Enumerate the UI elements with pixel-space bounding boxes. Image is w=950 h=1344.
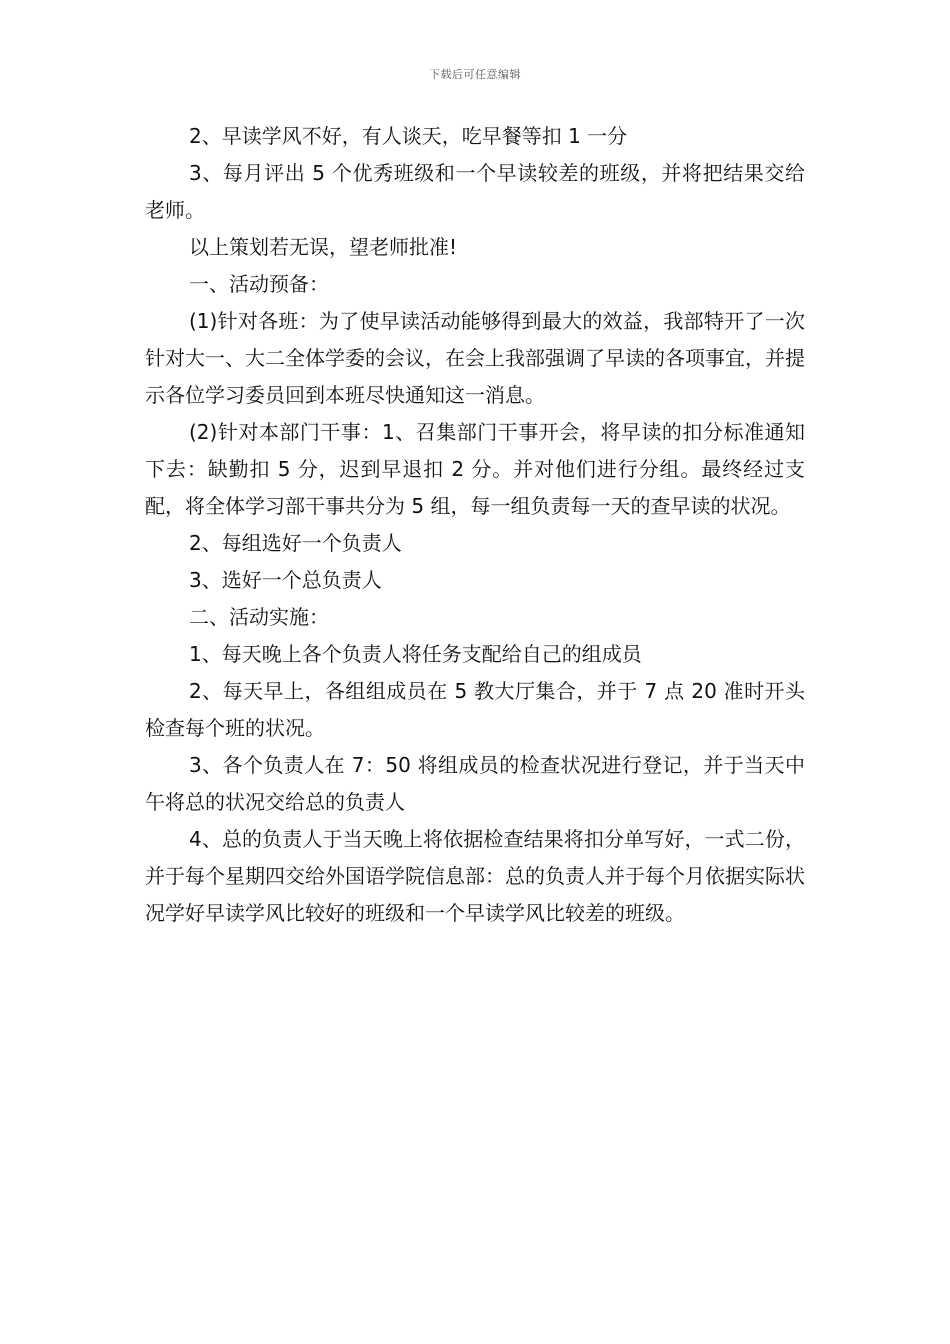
paragraph: (1)针对各班：为了使早读活动能够得到最大的效益，我部特开了一次针对大一、大二全体学委的会议，在会上我部强调了早读的各项事宜，并提示各位学习委员回到本班尽快通知这一消息。: [145, 309, 805, 407]
section-heading: 一、活动预备：: [189, 272, 329, 296]
paragraph: (2)针对本部门干事：1、召集部门干事开会，将早读的扣分标准通知下去：缺勤扣 5 分，迟到早退扣 2 分。并对他们进行分组。最终经过支配，将全体学习部干事共分为 5 组，每一组负责每一天的查早读的状况。: [145, 420, 805, 518]
paragraph: 2、每天早上，各组组成员在 5 教大厅集合，并于 7 点 20 准时开头检查每个班的状况。: [145, 679, 805, 740]
document-body: [145, 118, 805, 932]
paragraph: 3、选好一个总负责人: [189, 568, 382, 592]
paragraph: 以上策划若无误，望老师批准!: [189, 235, 458, 259]
section-heading: 二、活动实施：: [189, 605, 329, 629]
paragraph: 1、每天晚上各个负责人将任务支配给自己的组成员: [189, 642, 642, 666]
paragraph: 2、早读学风不好，有人谈天，吃早餐等扣 1 一分: [189, 124, 628, 148]
paragraph: 4、总的负责人于当天晚上将依据检查结果将扣分单写好，一式二份，并于每个星期四交给外国语学院信息部：总的负责人并于每个月依据实际状况学好早读学风比较好的班级和一个早读学风比较差的班级。: [145, 827, 805, 925]
paragraph: 2、每组选好一个负责人: [189, 531, 402, 555]
paragraph: 3、各个负责人在 7：50 将组成员的检查状况进行登记，并于当天中午将总的状况交给总的负责人: [145, 753, 805, 814]
page-header-note: 下载后可任意编辑: [429, 68, 521, 81]
paragraph: 3、每月评出 5 个优秀班级和一个早读较差的班级，并将把结果交给老师。: [145, 161, 805, 222]
